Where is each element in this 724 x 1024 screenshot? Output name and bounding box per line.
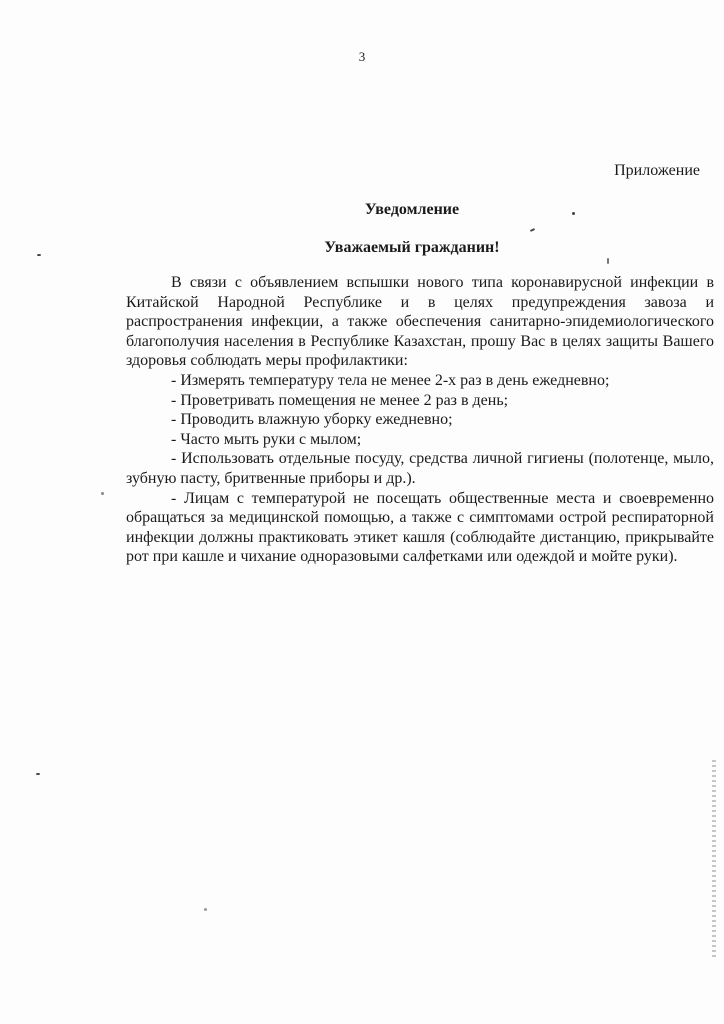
greeting: Уважаемый гражданин! — [324, 239, 500, 256]
intro-paragraph: В связи с объявлением вспышки нового типа коронавирусной инфекции в Китайской Народной Республике и в целях предупреждения завоза и распространения инфекции, а также обеспечения санитарно-эпидемиологического благополучия населения в Республике Казахстан, прошу Вас в целях защиты Вашего здоровья соблюдать меры профилактики: — [126, 274, 714, 370]
measure-item: - Измерять температуру тела не менее 2-х раз в день ежедневно; — [171, 371, 610, 389]
measure-item: - Лицам с температурой не посещать общественные места и своевременно обращаться за медицинской помощью, а также с симптомами острой респираторной инфекции должны практиковать этикет кашля (соблюдайте дистанцию, прикрывайте рот при кашле и чихание одноразовыми салфетками или одеждой и мойте руки). — [126, 489, 714, 566]
scan-speck — [101, 492, 104, 495]
scan-speck — [572, 212, 575, 215]
scan-speck — [204, 908, 207, 911]
measure-item: - Часто мыть руки с мылом; — [171, 430, 362, 448]
scan-speck — [530, 228, 535, 232]
page-number: 3 — [358, 49, 366, 64]
notice-title: Уведомление — [364, 201, 460, 218]
scan-speck — [37, 254, 41, 256]
notice-body — [126, 273, 714, 567]
measure-item: - Проветривать помещения не менее 2 раз в день; — [171, 391, 509, 409]
scan-speck — [36, 773, 40, 775]
scan-edge-marks — [712, 760, 716, 960]
measure-item: - Использовать отдельные посуду, средства личной гигиены (полотенце, мыло, зубную пасту, бритвенные приборы и др.). — [126, 450, 714, 487]
measure-item: - Проводить влажную уборку ежедневно; — [171, 411, 453, 429]
scan-speck — [607, 258, 609, 264]
appendix-label: Приложение — [614, 162, 700, 179]
